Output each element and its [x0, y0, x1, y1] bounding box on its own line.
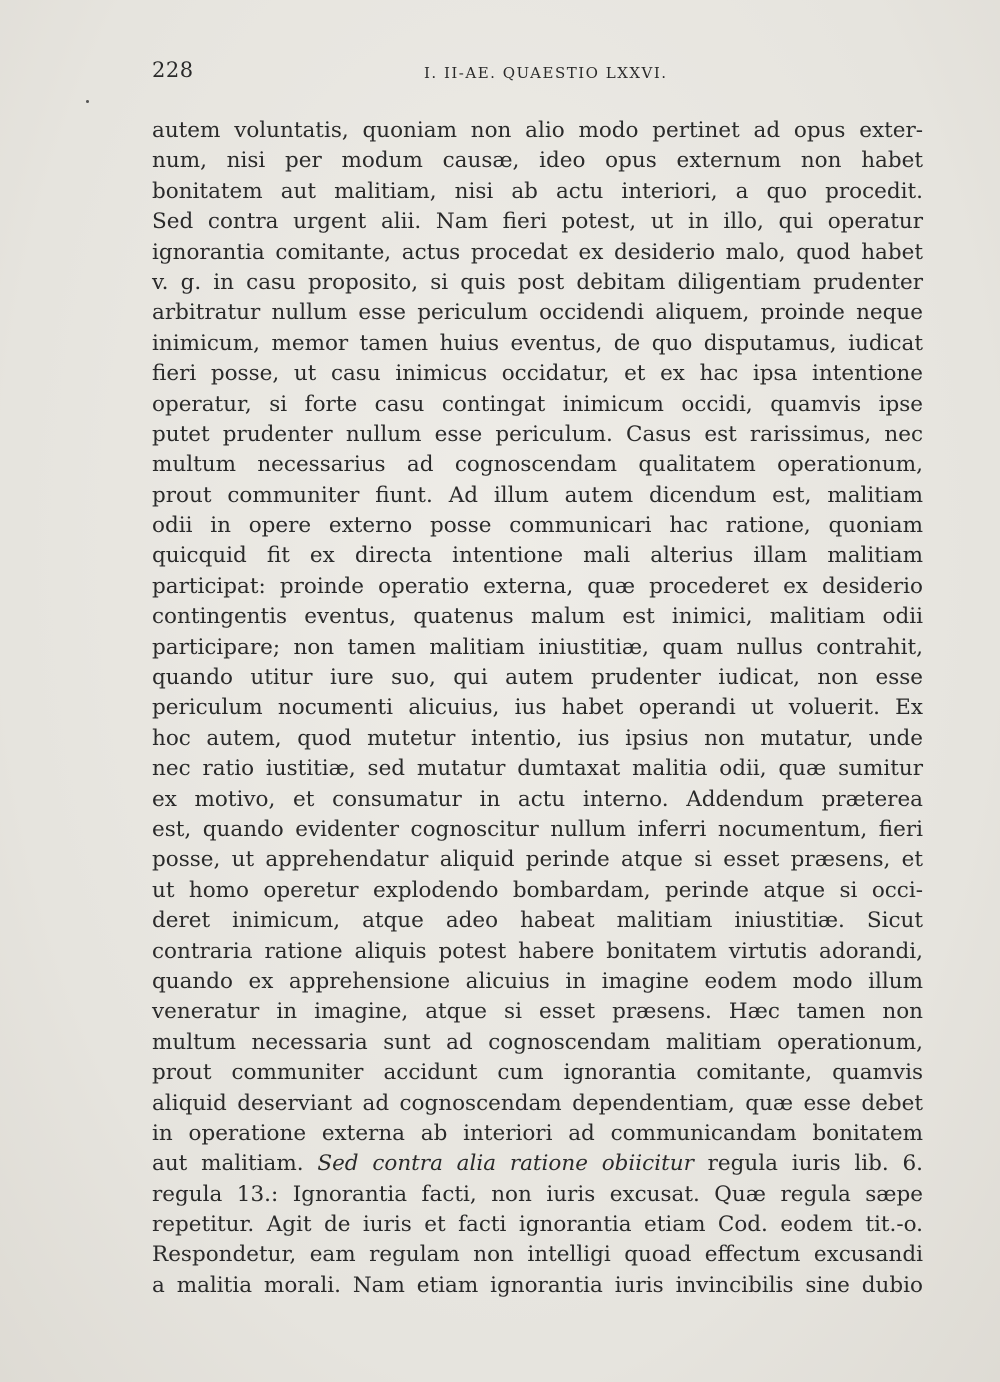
text-line: regula 13.: Ignorantia facti, non iuris excusat. Quæ regula sæpe [152, 1181, 923, 1207]
text-line: arbitratur nullum esse periculum occidendi aliquem, proinde neque [152, 300, 923, 326]
text-line: multum necessarius ad cognoscendam qualitatem operationum, [152, 452, 923, 478]
text-line: participat: proinde operatio externa, quæ procederet ex desiderio [152, 573, 923, 599]
text-line: participare; non tamen malitiam iniustitiæ, quam nullus contrahit, [152, 634, 923, 660]
text-line: a malitia morali. Nam etiam ignorantia iuris invincibilis sine dubio [152, 1272, 923, 1298]
text-line: num, nisi per modum causæ, ideo opus externum non habet [152, 148, 923, 174]
text-line: in operatione externa ab interiori ad communicandam bonitatem [152, 1120, 923, 1146]
text-line: fieri posse, ut casu inimicus occidatur, et ex hac ipsa intentione [152, 361, 923, 387]
text-line: Sed contra urgent alii. Nam fieri potest, ut in illo, qui operatur [152, 209, 923, 235]
text-line: multum necessaria sunt ad cognoscendam malitiam operationum, [152, 1029, 923, 1055]
text-line: ut homo operetur explodendo bombardam, perinde atque si occi- [152, 877, 923, 903]
text-line: prout communiter accidunt cum ignorantia comitante, quamvis [152, 1060, 923, 1086]
text-line: odii in opere externo posse communicari hac ratione, quoniam [152, 513, 923, 539]
text-segment: aut malitiam. [152, 1151, 318, 1177]
text-line: periculum nocumenti alicuius, ius habet operandi ut voluerit. Ex [152, 695, 923, 721]
text-line: contingentis eventus, quatenus malum est inimici, malitiam odii [152, 604, 923, 630]
text-line: ex motivo, et consumatur in actu interno. Addendum præterea [152, 786, 923, 812]
text-line-with-italic [152, 1149, 923, 1179]
text-line: posse, ut apprehendatur aliquid perinde atque si esset præsens, et [152, 847, 923, 873]
running-head: I. II-AE. QUAESTIO LXXVI. [424, 64, 668, 82]
text-line: est, quando evidenter cognoscitur nullum inferri nocumentum, fieri [152, 816, 923, 842]
text-line: putet prudenter nullum esse periculum. Casus est rarissimus, nec [152, 421, 923, 447]
text-line: inimicum, memor tamen huius eventus, de quo disputamus, iudicat [152, 330, 923, 356]
text-line: prout communiter fiunt. Ad illum autem dicendum est, malitiam [152, 482, 923, 508]
text-line: ignorantia comitante, actus procedat ex desiderio malo, quod habet [152, 239, 923, 265]
italic-phrase: Sed contra alia ratione obiicitur [317, 1151, 694, 1177]
text-line: deret inimicum, atque adeo habeat malitiam iniustitiæ. Sicut [152, 908, 923, 934]
text-line: quando utitur iure suo, qui autem prudenter iudicat, non esse [152, 665, 923, 691]
text-line: quicquid fit ex directa intentione mali alterius illam malitiam [152, 543, 923, 569]
text-line: aliquid deserviant ad cognoscendam dependentiam, quæ esse debet [152, 1090, 923, 1116]
text-line: hoc autem, quod mutetur intentio, ius ipsius non mutatur, unde [152, 725, 923, 751]
text-line: nec ratio iustitiæ, sed mutatur dumtaxat malitia odii, quæ sumitur [152, 756, 923, 782]
page-number: 228 [152, 58, 194, 82]
margin-dot [86, 100, 89, 103]
text-line: veneratur in imagine, atque si esset præsens. Hæc tamen non [152, 999, 923, 1025]
text-line: repetitur. Agit de iuris et facti ignorantia etiam Cod. eodem tit.-o. [152, 1212, 923, 1238]
text-line: operatur, si forte casu contingat inimicum occidi, quamvis ipse [152, 391, 923, 417]
text-segment: regula iuris lib. 6. [693, 1151, 923, 1177]
text-line: bonitatem aut malitiam, nisi ab actu interiori, a quo procedit. [152, 178, 923, 204]
text-line: contraria ratione aliquis potest habere bonitatem virtutis adorandi, [152, 938, 923, 964]
text-line: Respondetur, eam regulam non intelligi quoad effectum excusandi [152, 1242, 923, 1268]
body-text [152, 116, 923, 1301]
text-line: autem voluntatis, quoniam non alio modo pertinet ad opus exter- [152, 118, 923, 143]
text-line: quando ex apprehensione alicuius in imagine eodem modo illum [152, 968, 923, 994]
text-line: v. g. in casu proposito, si quis post debitam diligentiam prudenter [152, 269, 923, 295]
